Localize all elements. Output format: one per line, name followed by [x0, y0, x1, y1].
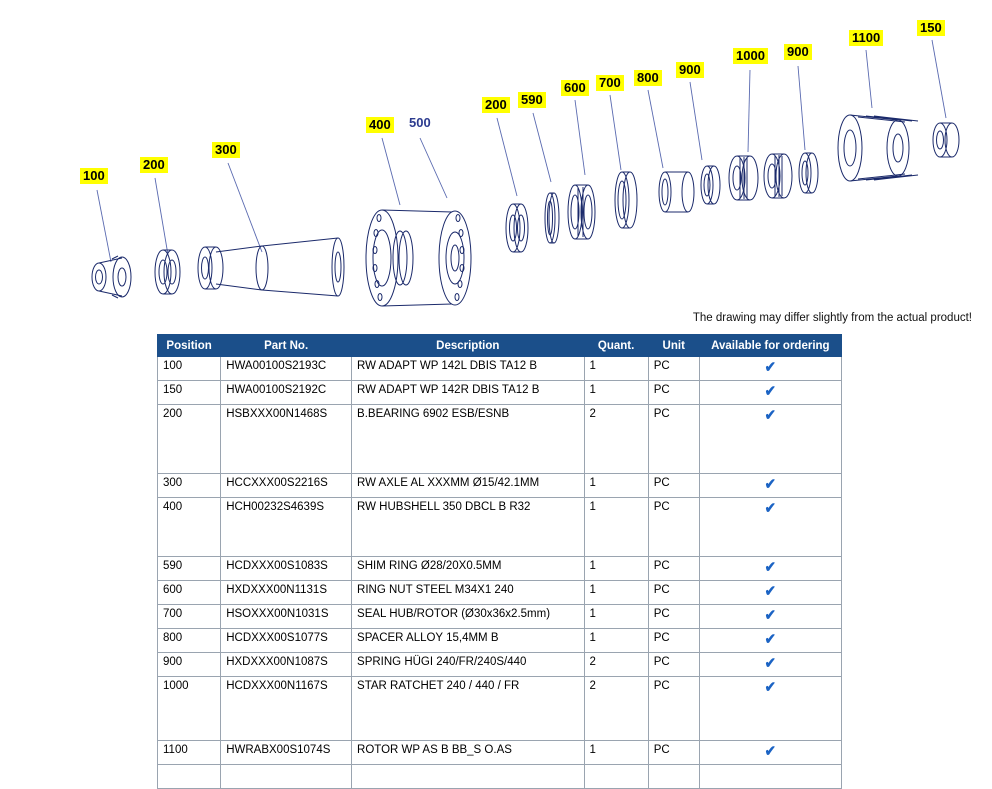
cell-quantity: 1	[584, 741, 648, 765]
check-icon: ✔	[764, 383, 777, 400]
cell-part-no: HCDXXX00S1083S	[221, 557, 352, 581]
cell-unit: PC	[648, 629, 699, 653]
cell-position: 100	[158, 357, 221, 381]
table-row[interactable]	[158, 557, 842, 581]
cell-position: 600	[158, 581, 221, 605]
check-icon: ✔	[764, 607, 777, 624]
header-available: Available for ordering	[699, 335, 841, 357]
cell-available	[699, 605, 841, 629]
cell-part-no: HSOXXX00N1031S	[221, 605, 352, 629]
parts-table	[157, 334, 842, 789]
cell-unit	[648, 765, 699, 789]
cell-unit: PC	[648, 581, 699, 605]
cell-description	[352, 765, 584, 789]
table-row[interactable]	[158, 653, 842, 677]
cell-position: 590	[158, 557, 221, 581]
drawing-disclaimer: The drawing may differ slightly from the actual product!	[692, 312, 972, 324]
cell-available	[699, 474, 841, 498]
table-row[interactable]	[158, 741, 842, 765]
table-row[interactable]	[158, 605, 842, 629]
cell-available	[699, 765, 841, 789]
check-icon: ✔	[764, 476, 777, 493]
cell-quantity: 1	[584, 605, 648, 629]
table-row[interactable]	[158, 357, 842, 381]
cell-position: 700	[158, 605, 221, 629]
table-row[interactable]	[158, 498, 842, 557]
cell-position	[158, 765, 221, 789]
table-row[interactable]	[158, 381, 842, 405]
cell-quantity: 1	[584, 474, 648, 498]
cell-available	[699, 653, 841, 677]
callout-150: 150	[917, 20, 945, 36]
cell-quantity	[584, 765, 648, 789]
cell-unit: PC	[648, 741, 699, 765]
callout-300: 300	[212, 142, 240, 158]
cell-quantity: 1	[584, 629, 648, 653]
cell-unit: PC	[648, 498, 699, 557]
header-unit: Unit	[648, 335, 699, 357]
cell-available	[699, 381, 841, 405]
cell-unit: PC	[648, 677, 699, 741]
cell-unit: PC	[648, 605, 699, 629]
cell-part-no: HCDXXX00N1167S	[221, 677, 352, 741]
callout-800: 800	[634, 70, 662, 86]
header-position: Position	[158, 335, 221, 357]
cell-available	[699, 629, 841, 653]
cell-description: SEAL HUB/ROTOR (Ø30x36x2.5mm)	[352, 605, 584, 629]
cell-part-no: HWA00100S2192C	[221, 381, 352, 405]
exploded-diagram	[0, 0, 992, 324]
table-row[interactable]	[158, 581, 842, 605]
header-description: Description	[352, 335, 584, 357]
cell-part-no: HWA00100S2193C	[221, 357, 352, 381]
cell-part-no: HCH00232S4639S	[221, 498, 352, 557]
callout-500: 500	[409, 115, 431, 130]
cell-description: RW ADAPT WP 142L DBIS TA12 B	[352, 357, 584, 381]
cell-part-no: HCCXXX00S2216S	[221, 474, 352, 498]
cell-description: RW HUBSHELL 350 DBCL B R32	[352, 498, 584, 557]
cell-unit: PC	[648, 653, 699, 677]
check-icon: ✔	[764, 407, 777, 424]
callout-200-right: 200	[482, 97, 510, 113]
check-icon: ✔	[764, 559, 777, 576]
cell-available	[699, 357, 841, 381]
cell-unit: PC	[648, 474, 699, 498]
cell-available	[699, 405, 841, 474]
cell-position: 400	[158, 498, 221, 557]
cell-quantity: 1	[584, 581, 648, 605]
cell-position: 900	[158, 653, 221, 677]
cell-description: RW AXLE AL XXXMM Ø15/42.1MM	[352, 474, 584, 498]
cell-position: 300	[158, 474, 221, 498]
table-row[interactable]	[158, 629, 842, 653]
cell-part-no: HCDXXX00S1077S	[221, 629, 352, 653]
cell-unit: PC	[648, 405, 699, 474]
cell-description: STAR RATCHET 240 / 440 / FR	[352, 677, 584, 741]
table-row[interactable]	[158, 677, 842, 741]
check-icon: ✔	[764, 655, 777, 672]
check-icon: ✔	[764, 359, 777, 376]
cell-part-no: HWRABX00S1074S	[221, 741, 352, 765]
check-icon: ✔	[764, 631, 777, 648]
cell-part-no: HXDXXX00N1087S	[221, 653, 352, 677]
table-row[interactable]	[158, 405, 842, 474]
cell-quantity: 2	[584, 653, 648, 677]
cell-available	[699, 677, 841, 741]
cell-quantity: 1	[584, 557, 648, 581]
cell-quantity: 2	[584, 677, 648, 741]
parts-table-container	[157, 334, 842, 789]
cell-part-no: HXDXXX00N1131S	[221, 581, 352, 605]
cell-description: ROTOR WP AS B BB_S O.AS	[352, 741, 584, 765]
callout-1000: 1000	[733, 48, 768, 64]
cell-available	[699, 498, 841, 557]
callout-400: 400	[366, 117, 394, 133]
header-part-no: Part No.	[221, 335, 352, 357]
cell-unit: PC	[648, 557, 699, 581]
callout-100-left: 100	[80, 168, 108, 184]
cell-description: RING NUT STEEL M34X1 240	[352, 581, 584, 605]
cell-description: RW ADAPT WP 142R DBIS TA12 B	[352, 381, 584, 405]
cell-quantity: 1	[584, 498, 648, 557]
callout-590: 590	[518, 92, 546, 108]
cell-unit: PC	[648, 381, 699, 405]
cell-unit: PC	[648, 357, 699, 381]
cell-quantity: 2	[584, 405, 648, 474]
cell-description: SHIM RING Ø28/20X0.5MM	[352, 557, 584, 581]
table-row[interactable]	[158, 474, 842, 498]
cell-available	[699, 557, 841, 581]
cell-description: B.BEARING 6902 ESB/ESNB	[352, 405, 584, 474]
callout-1100: 1100	[849, 30, 883, 46]
cell-description: SPACER ALLOY 15,4MM B	[352, 629, 584, 653]
callout-200-left: 200	[140, 157, 168, 173]
header-quantity: Quant.	[584, 335, 648, 357]
cell-position: 800	[158, 629, 221, 653]
cell-quantity: 1	[584, 381, 648, 405]
cell-position: 1000	[158, 677, 221, 741]
cell-available	[699, 741, 841, 765]
check-icon: ✔	[764, 743, 777, 760]
callout-900-right: 900	[784, 44, 812, 60]
callout-700: 700	[596, 75, 624, 91]
check-icon: ✔	[764, 679, 777, 696]
callout-900-left: 900	[676, 62, 704, 78]
cell-part-no	[221, 765, 352, 789]
table-row-partial[interactable]	[158, 765, 842, 789]
callout-600: 600	[561, 80, 589, 96]
cell-description: SPRING HÜGI 240/FR/240S/440	[352, 653, 584, 677]
cell-quantity: 1	[584, 357, 648, 381]
cell-position: 150	[158, 381, 221, 405]
table-header-row	[158, 335, 842, 357]
cell-part-no: HSBXXX00N1468S	[221, 405, 352, 474]
cell-position: 1100	[158, 741, 221, 765]
cell-available	[699, 581, 841, 605]
cell-position: 200	[158, 405, 221, 474]
check-icon: ✔	[764, 583, 777, 600]
check-icon: ✔	[764, 500, 777, 517]
